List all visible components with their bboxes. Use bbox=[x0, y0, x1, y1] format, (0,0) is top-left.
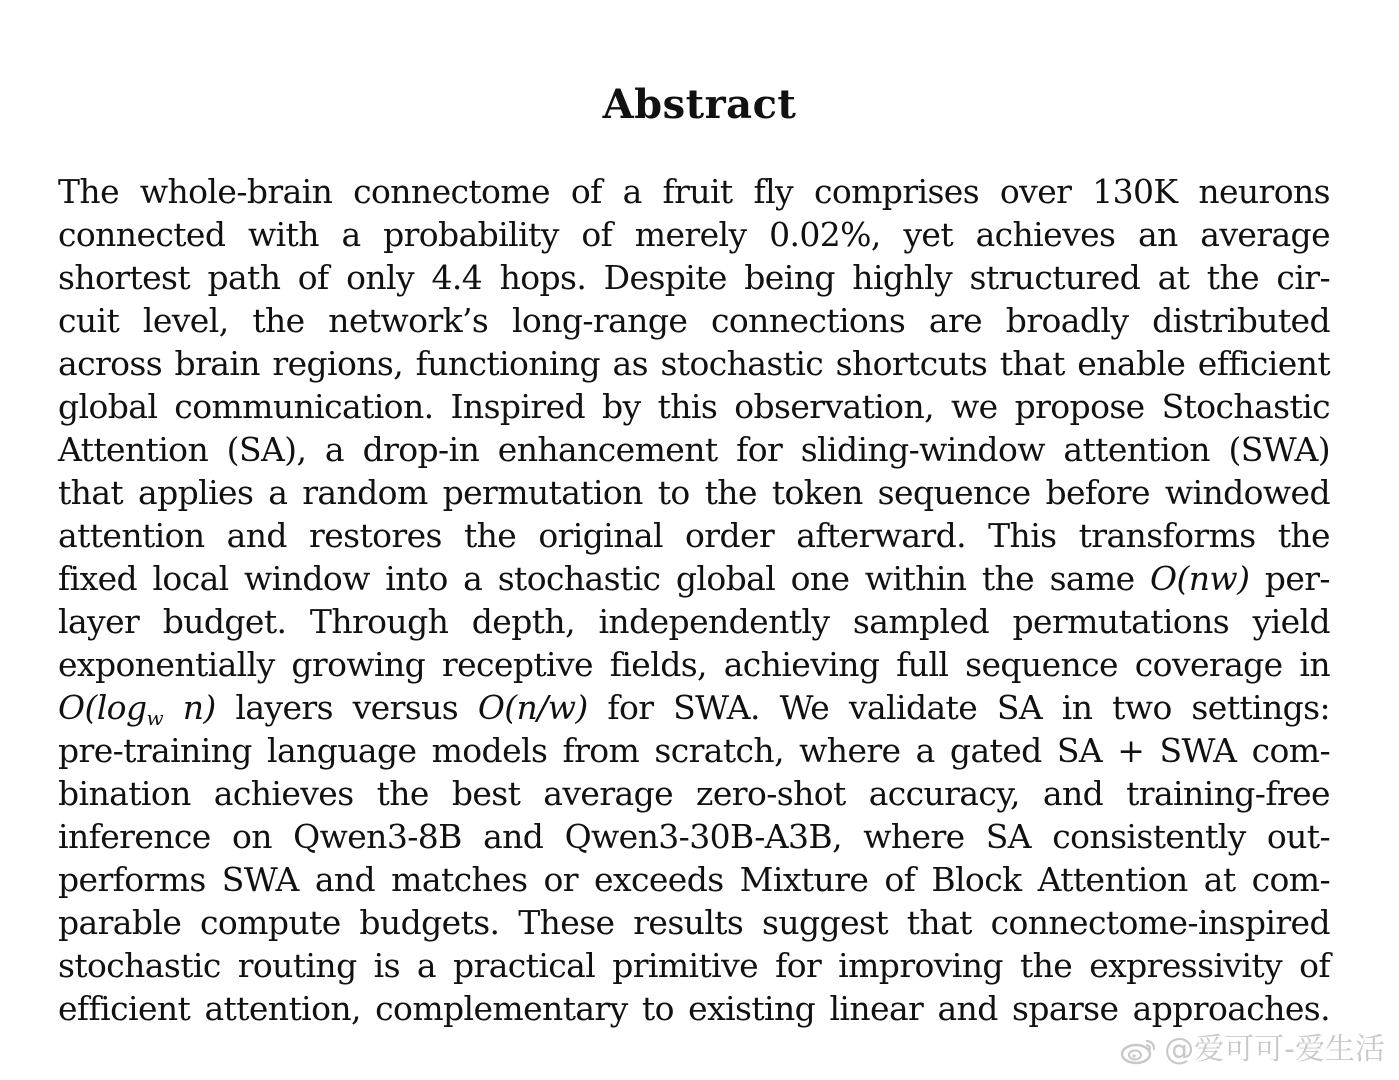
math-expression: O(nw) bbox=[1150, 559, 1250, 598]
watermark bbox=[1120, 1032, 1385, 1068]
abstract-text: per- bbox=[1249, 559, 1330, 598]
abstract-line: layer budget. Through depth, independently sampled permutations yield bbox=[58, 602, 1330, 641]
math-expression: O(n/w) bbox=[477, 688, 588, 727]
abstract-line: that applies a random permutation to the token sequence before windowed bbox=[58, 473, 1330, 512]
abstract-line-with-math bbox=[58, 686, 1330, 729]
abstract-line-with-math bbox=[58, 557, 1330, 600]
watermark-text: @爱可可-爱生活 bbox=[1164, 1032, 1385, 1067]
abstract-body bbox=[58, 170, 1330, 1030]
abstract-line: attention and restores the original order afterward. This transforms the bbox=[58, 516, 1330, 555]
abstract-line: stochastic routing is a practical primitive for improving the expressivity of bbox=[58, 946, 1330, 985]
math-expression: n) bbox=[163, 688, 216, 727]
abstract-line: performs SWA and matches or exceeds Mixture of Block Attention at com- bbox=[58, 860, 1330, 899]
abstract-line: global communication. Inspired by this observation, we propose Stochastic bbox=[58, 387, 1330, 426]
abstract-line: shortest path of only 4.4 hops. Despite being highly structured at the cir- bbox=[58, 258, 1330, 297]
abstract-text: for SWA. We validate SA in two settings: bbox=[587, 688, 1330, 727]
abstract-line: efficient attention, complementary to existing linear and sparse approaches. bbox=[58, 989, 1330, 1028]
abstract-title: Abstract bbox=[602, 80, 797, 128]
abstract-text: fixed local window into a stochastic global one within the same bbox=[58, 559, 1151, 598]
abstract-line: inference on Qwen3-8B and Qwen3-30B-A3B, where SA consistently out- bbox=[58, 817, 1330, 856]
abstract-line: pre-training language models from scratch, where a gated SA + SWA com- bbox=[58, 731, 1330, 770]
abstract-line: Attention (SA), a drop-in enhancement for sliding-window attention (SWA) bbox=[58, 430, 1330, 469]
math-subscript: w bbox=[146, 706, 164, 730]
abstract-line: exponentially growing receptive fields, achieving full sequence coverage in bbox=[58, 645, 1330, 684]
abstract-text: layers versus bbox=[215, 688, 478, 727]
math-expression: O(log bbox=[58, 688, 147, 727]
abstract-line: connected with a probability of merely 0.02%, yet achieves an average bbox=[58, 215, 1330, 254]
abstract-line: parable compute budgets. These results suggest that connectome-inspired bbox=[58, 903, 1330, 942]
weibo-logo-icon bbox=[1120, 1035, 1158, 1065]
abstract-line: bination achieves the best average zero-shot accuracy, and training-free bbox=[58, 774, 1330, 813]
abstract-line: across brain regions, functioning as stochastic shortcuts that enable efficient bbox=[58, 344, 1330, 383]
abstract-line: The whole-brain connectome of a fruit fly comprises over 130K neurons bbox=[58, 172, 1330, 211]
abstract-line: cuit level, the network’s long-range connections are broadly distributed bbox=[58, 301, 1330, 340]
